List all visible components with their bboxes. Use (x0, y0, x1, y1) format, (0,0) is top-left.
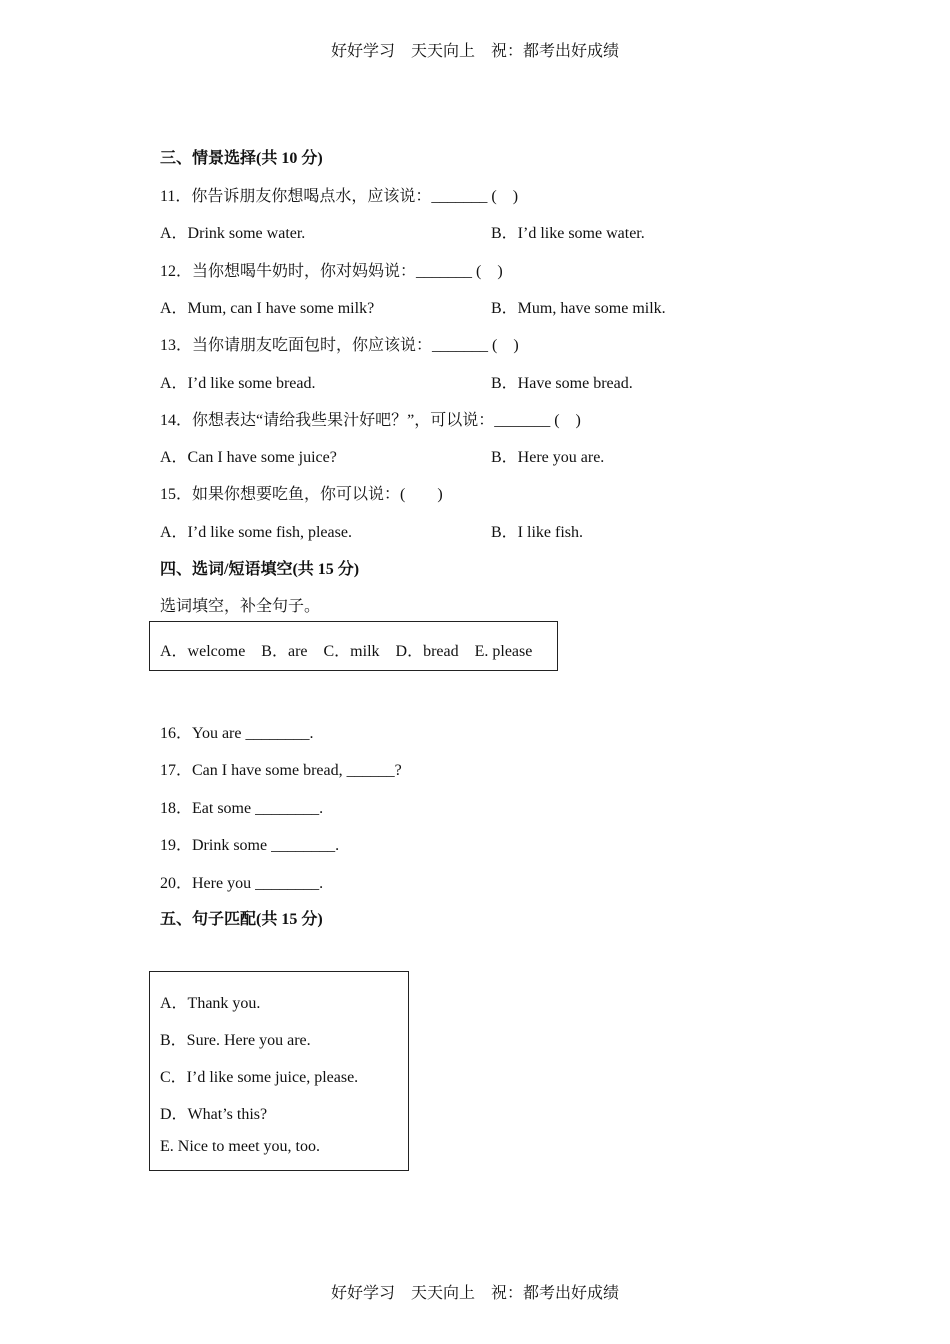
fill-blank-16: 16．You are ________. (160, 725, 314, 742)
matching-option-e: E. Nice to meet you, too. (160, 1138, 320, 1155)
matching-option-d: D．What’s this? (160, 1106, 268, 1123)
question-11-option-b: B．I’d like some water. (491, 225, 645, 242)
page-footer: 好好学习 天天向上 祝：都考出好成绩 (330, 1285, 619, 1302)
question-13-stem: 13．当你请朋友吃面包时，你应该说：_______ ( ) (160, 337, 519, 354)
section-4-instruction: 选词填空，补全句子。 (160, 598, 321, 615)
word-choice-list: A．welcome B．are C．milk D．bread E. please (160, 643, 533, 660)
question-11-option-a: A．Drink some water. (160, 225, 306, 242)
question-14-option-b: B．Here you are. (491, 449, 605, 466)
question-13-option-b: B．Have some bread. (491, 375, 633, 392)
section-3-title: 三、情景选择(共 10 分) (160, 150, 323, 167)
matching-option-c: C．I’d like some juice, please. (160, 1069, 359, 1086)
question-15-option-a: A．I’d like some fish, please. (160, 524, 352, 541)
word-choice-box (149, 621, 558, 671)
matching-option-a: A．Thank you. (160, 995, 261, 1012)
question-14-stem: 14．你想表达“请给我些果汁好吧？”，可以说：_______ ( ) (160, 412, 581, 429)
fill-blank-17: 17．Can I have some bread, ______? (160, 762, 402, 779)
question-13-option-a: A．I’d like some bread. (160, 375, 316, 392)
fill-blank-19: 19．Drink some ________. (160, 837, 340, 854)
question-15-option-b: B．I like fish. (491, 524, 583, 541)
matching-options-box (149, 971, 409, 1171)
fill-blank-20: 20．Here you ________. (160, 875, 324, 892)
section-4-title: 四、选词/短语填空(共 15 分) (160, 561, 360, 578)
question-12-option-a: A．Mum, can I have some milk? (160, 300, 375, 317)
question-15-stem: 15．如果你想要吃鱼，你可以说：( ) (160, 486, 443, 503)
question-14-option-a: A．Can I have some juice? (160, 449, 337, 466)
question-12-stem: 12．当你想喝牛奶时，你对妈妈说：_______ ( ) (160, 263, 503, 280)
section-5-title: 五、句子匹配(共 15 分) (160, 911, 323, 928)
fill-blank-18: 18．Eat some ________. (160, 800, 324, 817)
question-12-option-b: B．Mum, have some milk. (491, 300, 666, 317)
matching-option-b: B．Sure. Here you are. (160, 1032, 311, 1049)
question-11-stem: 11．你告诉朋友你想喝点水，应该说：_______ ( ) (160, 188, 519, 205)
page-header: 好好学习 天天向上 祝：都考出好成绩 (330, 43, 619, 60)
